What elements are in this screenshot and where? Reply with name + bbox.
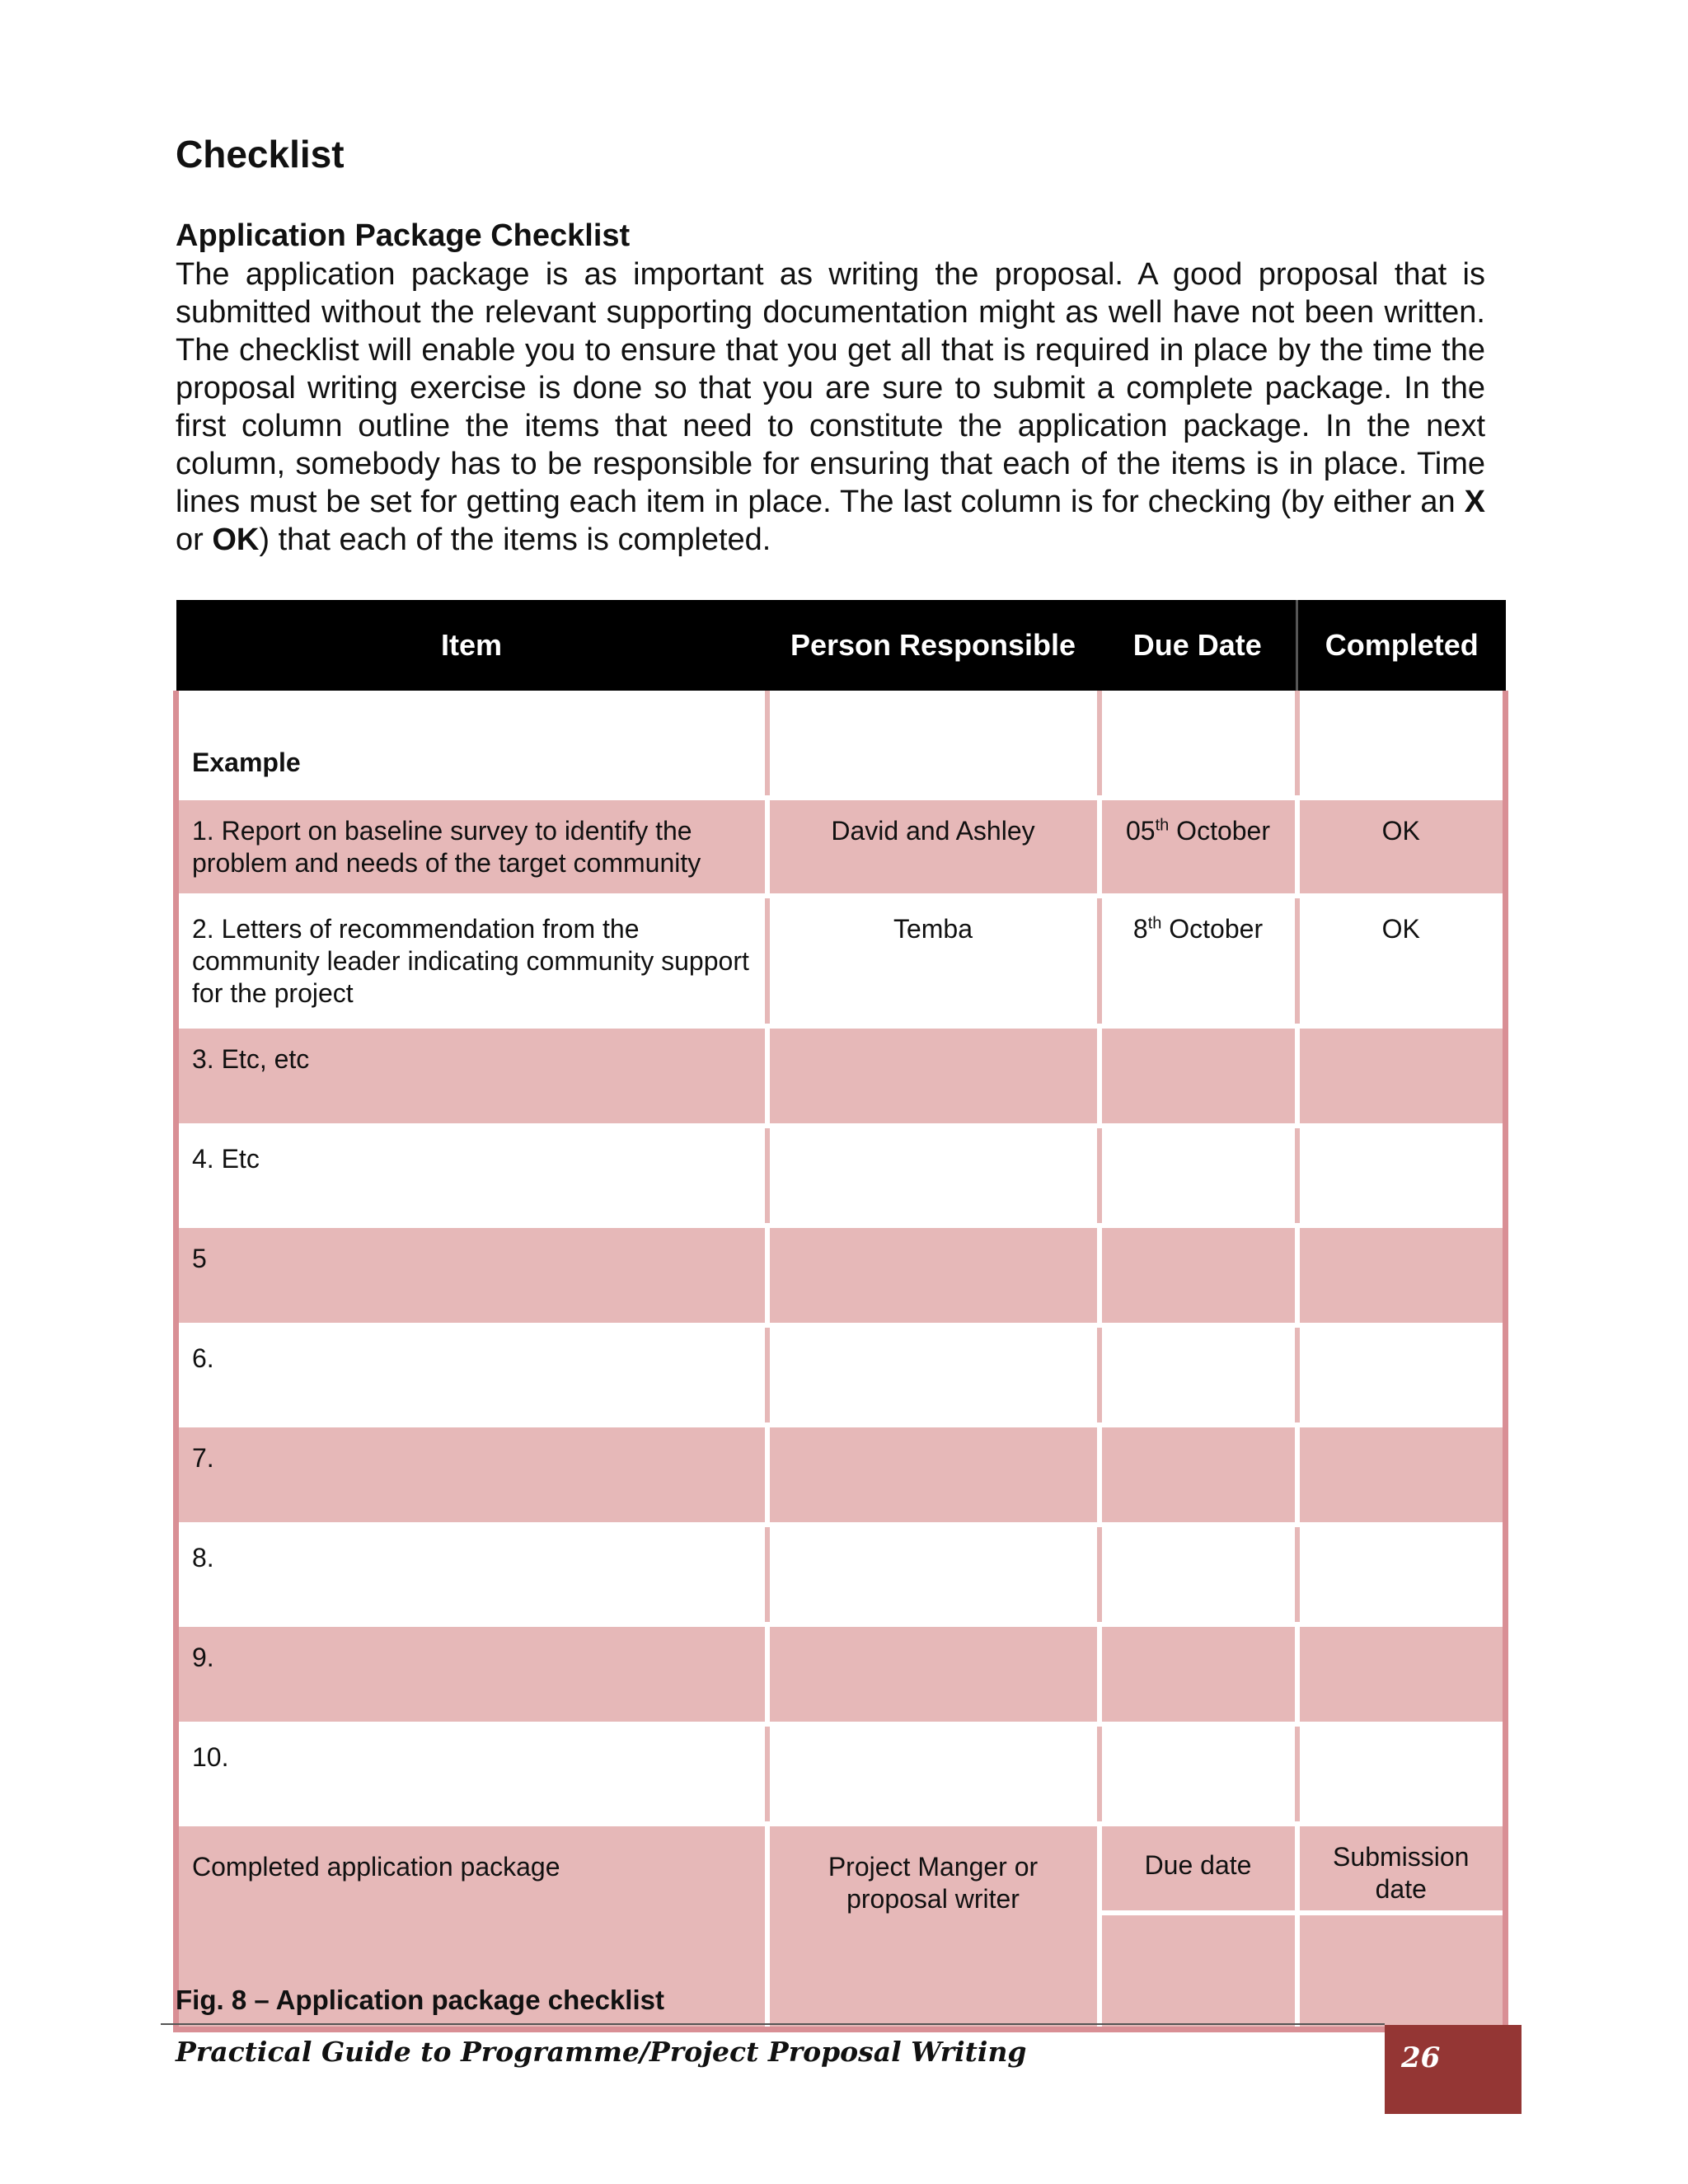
table-cell xyxy=(767,1624,1100,1724)
intro-text-2: ) that each of the items is completed. xyxy=(259,523,771,557)
final-completed-cell xyxy=(1297,1824,1506,2030)
table-cell xyxy=(1100,1026,1297,1126)
page-title: Checklist xyxy=(176,133,345,176)
row-item: 1. Report on baseline survey to identify the problem and needs of the target community xyxy=(176,798,767,896)
final-due-date-blank xyxy=(1102,1915,1295,2002)
row-person: David and Ashley xyxy=(767,798,1100,896)
final-item: Completed application package xyxy=(176,1824,767,2030)
header-completed: Completed xyxy=(1297,600,1506,691)
final-person: Project Manger or proposal writer xyxy=(767,1824,1100,2030)
table-row xyxy=(176,1226,1506,1325)
row-completed: OK xyxy=(1297,896,1506,1026)
table-cell xyxy=(1297,1226,1506,1325)
table-row xyxy=(176,798,1506,896)
table-cell xyxy=(1100,1126,1297,1226)
table-cell xyxy=(1100,1525,1297,1624)
table-cell xyxy=(1100,1226,1297,1325)
table-cell xyxy=(1297,1325,1506,1425)
row-item: 6. xyxy=(176,1325,767,1425)
table-cell xyxy=(1297,691,1506,798)
table-cell xyxy=(1297,1724,1506,1824)
final-due-date-cell xyxy=(1100,1824,1297,2030)
table-cell xyxy=(1297,1525,1506,1624)
table-cell xyxy=(1297,1425,1506,1525)
page-number: 26 xyxy=(1401,2041,1441,2074)
table-row-example xyxy=(176,691,1506,798)
row-item: 8. xyxy=(176,1525,767,1624)
header-item: Item xyxy=(176,600,767,691)
example-label: Example xyxy=(176,691,767,798)
row-item: 5 xyxy=(176,1226,767,1325)
table-cell xyxy=(1100,1724,1297,1824)
row-item: 4. Etc xyxy=(176,1126,767,1226)
footer-divider xyxy=(161,2023,1385,2025)
figure-caption: Fig. 8 – Application package checklist xyxy=(176,1985,664,2015)
table-row xyxy=(176,1126,1506,1226)
row-item: 9. xyxy=(176,1624,767,1724)
checklist-table xyxy=(173,600,1503,1960)
intro-paragraph xyxy=(176,255,1485,559)
row-person: Temba xyxy=(767,896,1100,1026)
row-item: 3. Etc, etc xyxy=(176,1026,767,1126)
final-due-date: Due date xyxy=(1102,1826,1295,1915)
table-cell xyxy=(1100,1624,1297,1724)
page-number-box xyxy=(1385,2025,1522,2114)
table-cell xyxy=(767,1525,1100,1624)
intro-mark-x: X xyxy=(1464,485,1485,519)
table-row xyxy=(176,896,1506,1026)
table-cell xyxy=(767,1724,1100,1824)
table-cell xyxy=(767,1226,1100,1325)
table-cell xyxy=(767,1425,1100,1525)
table-row xyxy=(176,1624,1506,1724)
row-item: 7. xyxy=(176,1425,767,1525)
table-cell xyxy=(767,1126,1100,1226)
table-cell xyxy=(767,1026,1100,1126)
intro-mark-ok: OK xyxy=(212,523,260,557)
row-item: 2. Letters of recommendation from the community leader indicating community support for the project xyxy=(176,896,767,1026)
table-cell xyxy=(1100,1325,1297,1425)
row-due-date: 8th October xyxy=(1100,896,1297,1026)
final-completed-blank xyxy=(1300,1915,1503,2002)
table-row xyxy=(176,1525,1506,1624)
row-due-date: 05th October xyxy=(1100,798,1297,896)
intro-text-1: The application package is as important as writing the proposal. A good proposal that is submitted without the relevant supporting documentation might as well have not been written. The checklist will enable you to ensure that you get all that is required in place by the time the proposal writing exercise is done so that you are sure to submit a complete package. In the first column outline the items that need to constitute the application package. In the next column, somebody has to be responsible for ensuring that each of the items is in place. Time lines must be set for getting each item in place. The last column is for checking (by either an xyxy=(176,257,1485,519)
table-cell xyxy=(1297,1126,1506,1226)
table-header-row xyxy=(176,600,1506,691)
header-person-responsible: Person Responsible xyxy=(767,600,1100,691)
table-cell xyxy=(1297,1026,1506,1126)
footer-title: Practical Guide to Programme/Project Proposal Writing xyxy=(176,2036,1027,2068)
table-row xyxy=(176,1425,1506,1525)
table-row xyxy=(176,1026,1506,1126)
table-cell xyxy=(767,1325,1100,1425)
row-completed: OK xyxy=(1297,798,1506,896)
table-cell xyxy=(1100,1425,1297,1525)
final-completed: Submission date xyxy=(1300,1826,1503,1915)
table-cell xyxy=(1297,1624,1506,1724)
header-due-date: Due Date xyxy=(1100,600,1297,691)
table-cell xyxy=(1100,691,1297,798)
table-row xyxy=(176,1724,1506,1824)
table-cell xyxy=(767,691,1100,798)
section-subtitle: Application Package Checklist xyxy=(176,218,631,253)
intro-text-or: or xyxy=(176,523,213,557)
table-row xyxy=(176,1325,1506,1425)
row-item: 10. xyxy=(176,1724,767,1824)
